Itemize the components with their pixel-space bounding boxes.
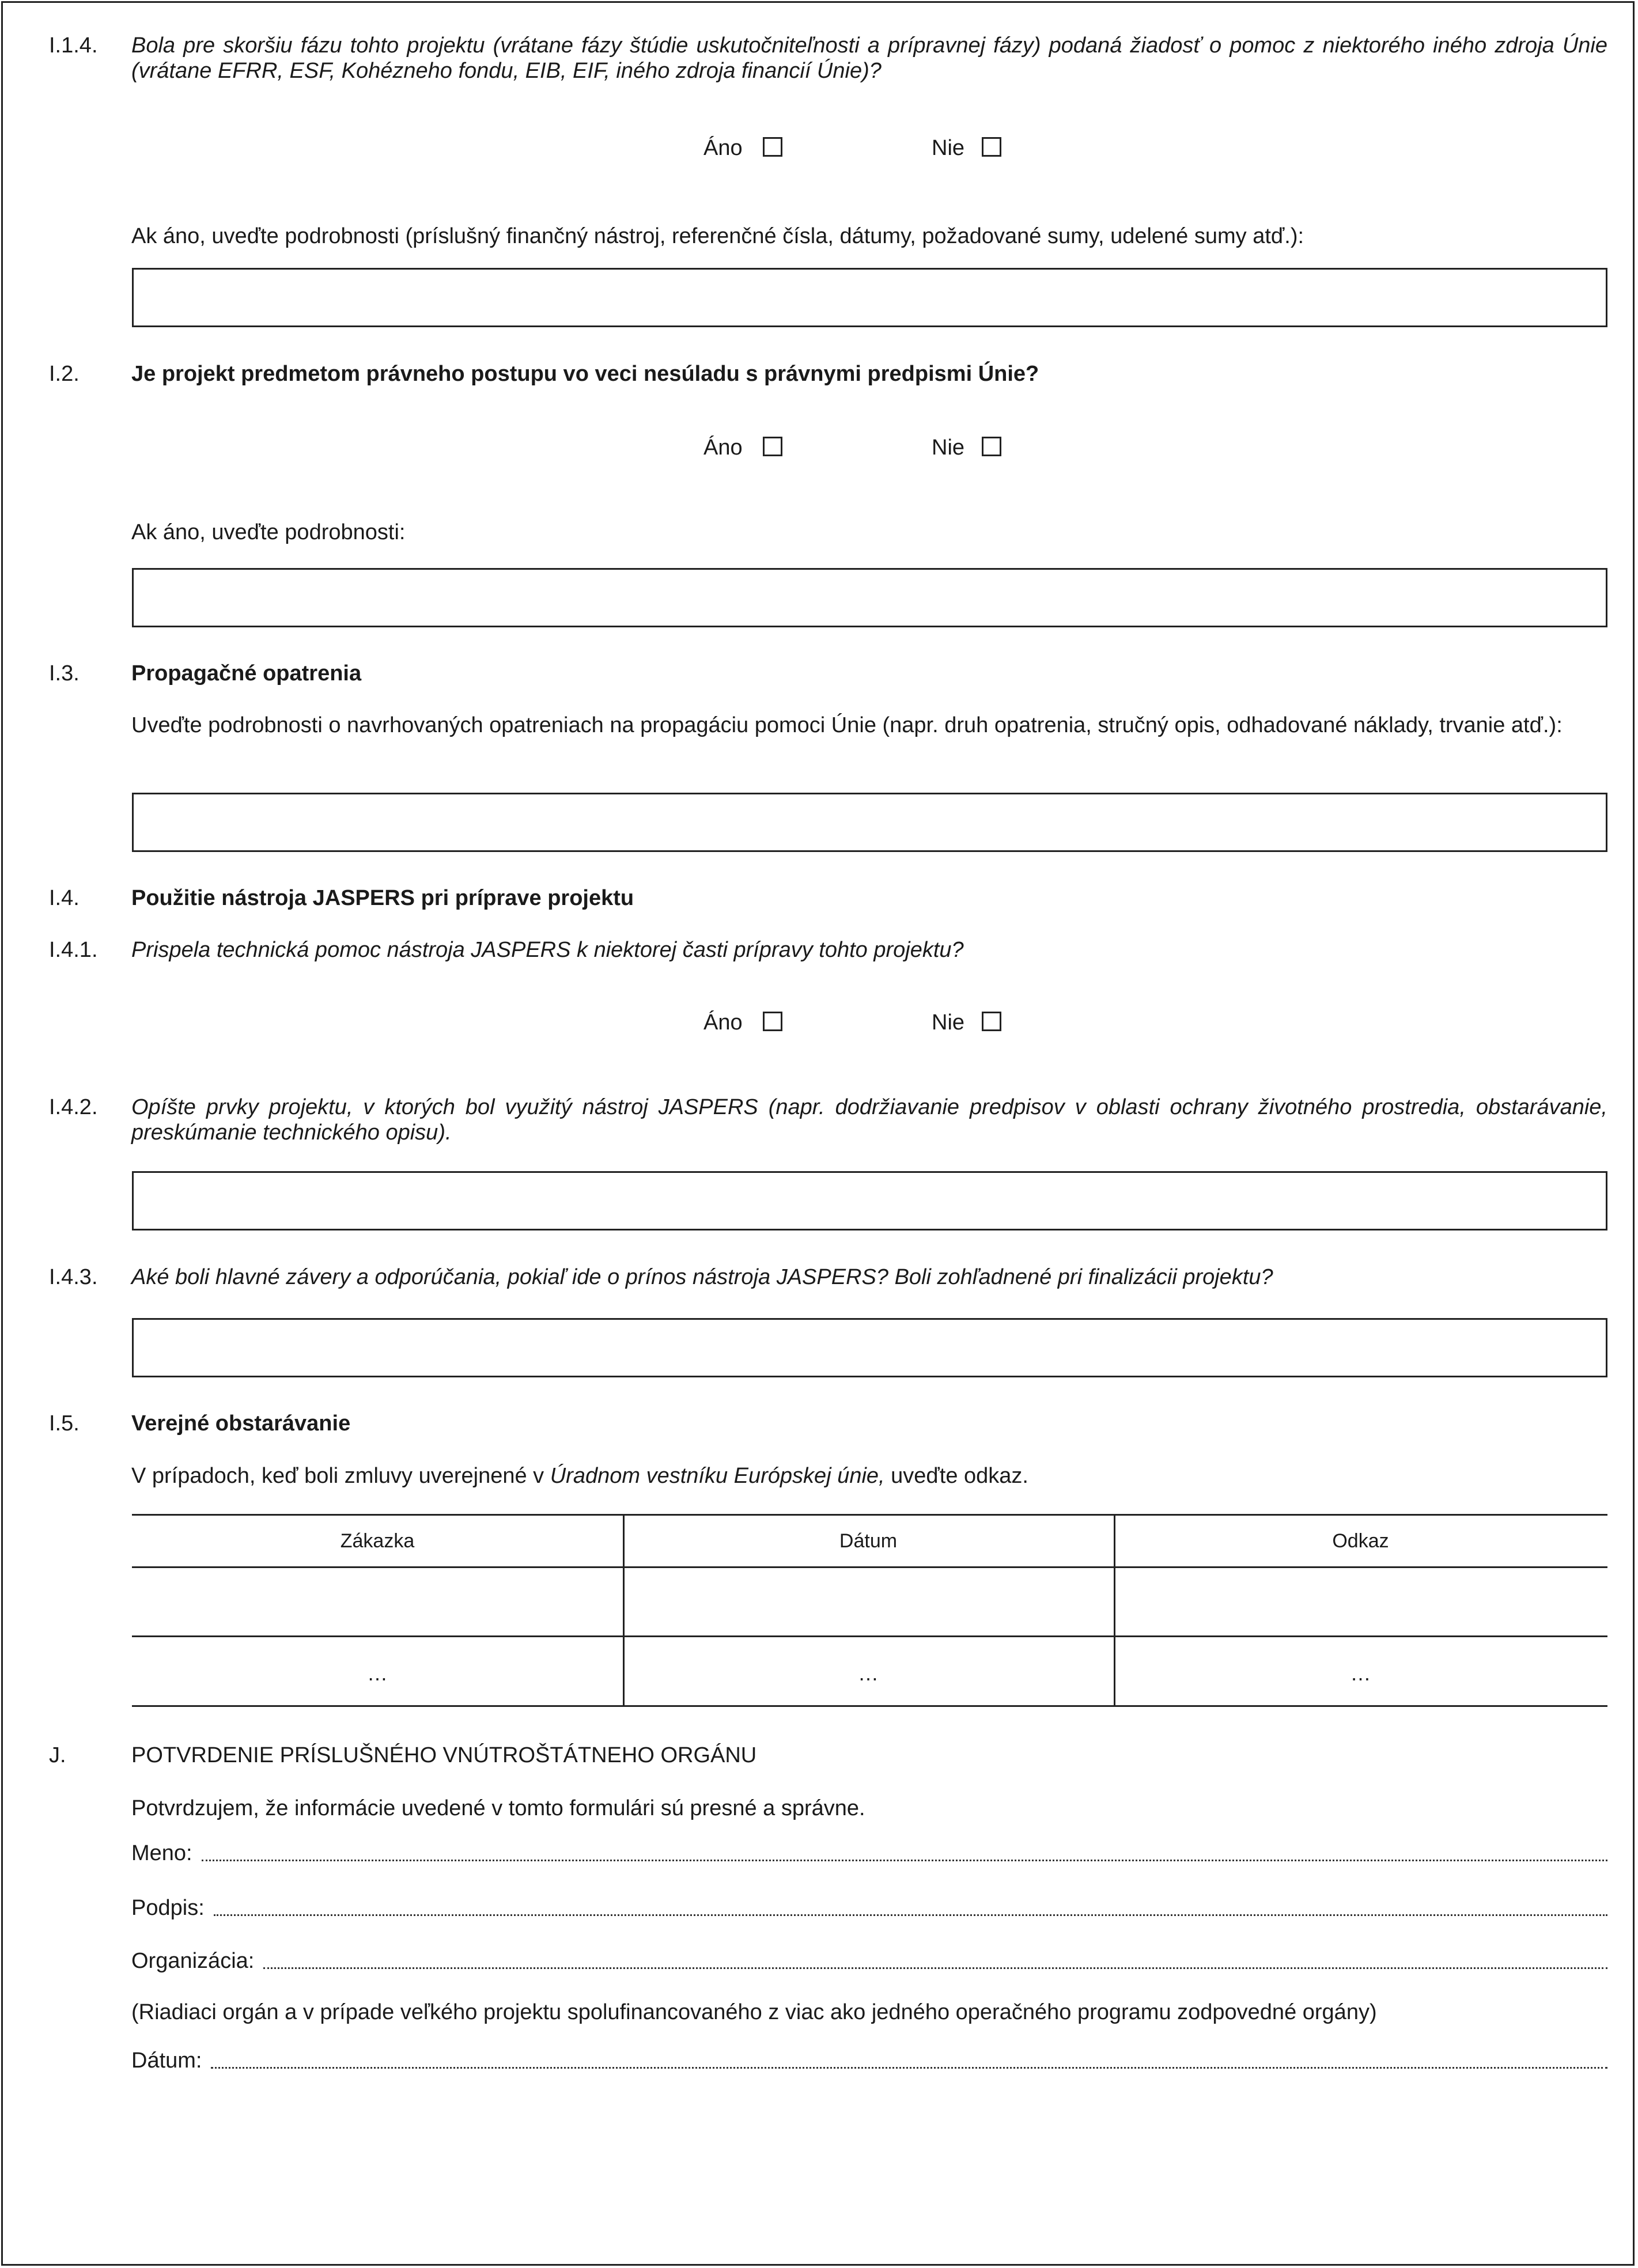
table-cell-ellipsis: …	[858, 1661, 879, 1685]
no-label-i-1-4: Nie	[932, 136, 965, 160]
no-checkbox-i-4-1[interactable]	[982, 1012, 1001, 1031]
name-label: Meno:	[131, 1841, 192, 1865]
section-number-i-1-4: I.1.4.	[49, 33, 98, 58]
name-dotted-field[interactable]	[202, 1860, 1607, 1861]
organization-label: Organizácia:	[131, 1949, 255, 1973]
section-number-j: J.	[49, 1743, 66, 1767]
confirmation-text: Potvrdzujem, že informácie uvedené v tomto formulári sú presné a správne.	[131, 1796, 865, 1820]
text-i-5: V prípadoch, keď boli zmluvy uverejnené v Úradnom vestníku Európskej únie, uveďte odkaz.	[131, 1464, 1028, 1488]
yes-checkbox-i-2[interactable]	[763, 437, 782, 456]
details-field-i-3[interactable]	[132, 793, 1607, 852]
section-number-i-2: I.2.	[49, 362, 80, 386]
name-line[interactable]	[131, 1841, 1607, 1866]
date-line[interactable]	[131, 2048, 1607, 2073]
table-header-date: Dátum	[839, 1530, 898, 1552]
no-label-i-2: Nie	[932, 436, 965, 460]
section-title-i-5: Verejné obstarávanie	[131, 1411, 351, 1436]
details-field-i-4-3[interactable]	[132, 1318, 1607, 1377]
text-i-3: Uveďte podrobnosti o navrhovaných opatreniach na propagáciu pomoci Únie (napr. druh opatrenia, stručný opis, odhadované náklady, trvanie atď.):	[131, 713, 1563, 737]
no-checkbox-i-1-4[interactable]	[982, 137, 1001, 157]
no-label-i-4-1: Nie	[932, 1010, 965, 1035]
yes-label-i-4-1: Áno	[703, 1010, 743, 1035]
question-i-2: Je projekt predmetom právneho postupu vo veci nesúladu s právnymi predpismi Únie?	[131, 362, 1039, 386]
question-i-4-1: Prispela technická pomoc nástroja JASPERS k niektorej časti prípravy tohto projektu?	[131, 938, 964, 962]
organization-dotted-field[interactable]	[263, 1967, 1607, 1969]
yes-label-i-2: Áno	[703, 436, 743, 460]
no-checkbox-i-2[interactable]	[982, 437, 1001, 456]
section-number-i-4: I.4.	[49, 886, 80, 910]
section-number-i-3: I.3.	[49, 661, 80, 686]
table-header-reference: Odkaz	[1332, 1530, 1389, 1552]
section-title-j: POTVRDENIE PRÍSLUŠNÉHO VNÚTROŠTÁTNEHO ORGÁNU	[131, 1743, 757, 1767]
authority-note: (Riadiaci orgán a v prípade veľkého projektu spolufinancovaného z viac ako jedného operačného programu zodpovedné orgány)	[131, 2000, 1377, 2024]
organization-line[interactable]	[131, 1948, 1607, 1974]
signature-dotted-field[interactable]	[214, 1914, 1607, 1916]
yes-label-i-1-4: Áno	[703, 136, 743, 160]
form-page	[1, 1, 1635, 2266]
section-number-i-4-1: I.4.1.	[49, 938, 98, 962]
yes-checkbox-i-1-4[interactable]	[763, 137, 782, 157]
followup-i-1-4: Ak áno, uveďte podrobnosti (príslušný finančný nástroj, referenčné čísla, dátumy, požadované sumy, udelené sumy atď.):	[131, 224, 1304, 248]
signature-line[interactable]	[131, 1895, 1607, 1921]
section-number-i-4-3: I.4.3.	[49, 1265, 98, 1289]
table-header-contract: Zákazka	[340, 1530, 415, 1552]
date-dotted-field[interactable]	[211, 2067, 1607, 2069]
section-number-i-4-2: I.4.2.	[49, 1095, 98, 1119]
question-i-1-4: Bola pre skoršiu fázu tohto projektu (vrátane fázy štúdie uskutočniteľnosti a prípravnej fázy) podaná žiadosť o pomoc z niektorého iného zdroja Únie (vrátane EFRR, ESF, Kohézneho fondu, EIB, EIF, iného zdroja financií Únie)?	[131, 33, 1607, 83]
yes-checkbox-i-4-1[interactable]	[763, 1012, 782, 1031]
table-cell-ellipsis: …	[367, 1661, 388, 1685]
section-title-i-3: Propagačné opatrenia	[131, 661, 362, 686]
table-cell-ellipsis: …	[1350, 1661, 1371, 1685]
section-number-i-5: I.5.	[49, 1411, 80, 1436]
question-i-4-3: Aké boli hlavné závery a odporúčania, pokiaľ ide o prínos nástroja JASPERS? Boli zohľadnené pri finalizácii projektu?	[131, 1265, 1273, 1289]
details-field-i-2[interactable]	[132, 568, 1607, 627]
details-field-i-1-4[interactable]	[132, 268, 1607, 327]
followup-i-2: Ak áno, uveďte podrobnosti:	[131, 520, 406, 544]
signature-label: Podpis:	[131, 1896, 205, 1920]
details-field-i-4-2[interactable]	[132, 1171, 1607, 1230]
date-label: Dátum:	[131, 2049, 202, 2073]
section-title-i-4: Použitie nástroja JASPERS pri príprave projektu	[131, 886, 634, 910]
question-i-4-2: Opíšte prvky projektu, v ktorých bol využitý nástroj JASPERS (napr. dodržiavanie predpisov v oblasti ochrany životného prostredia, obstarávanie, preskúmanie technického opisu).	[131, 1095, 1607, 1145]
